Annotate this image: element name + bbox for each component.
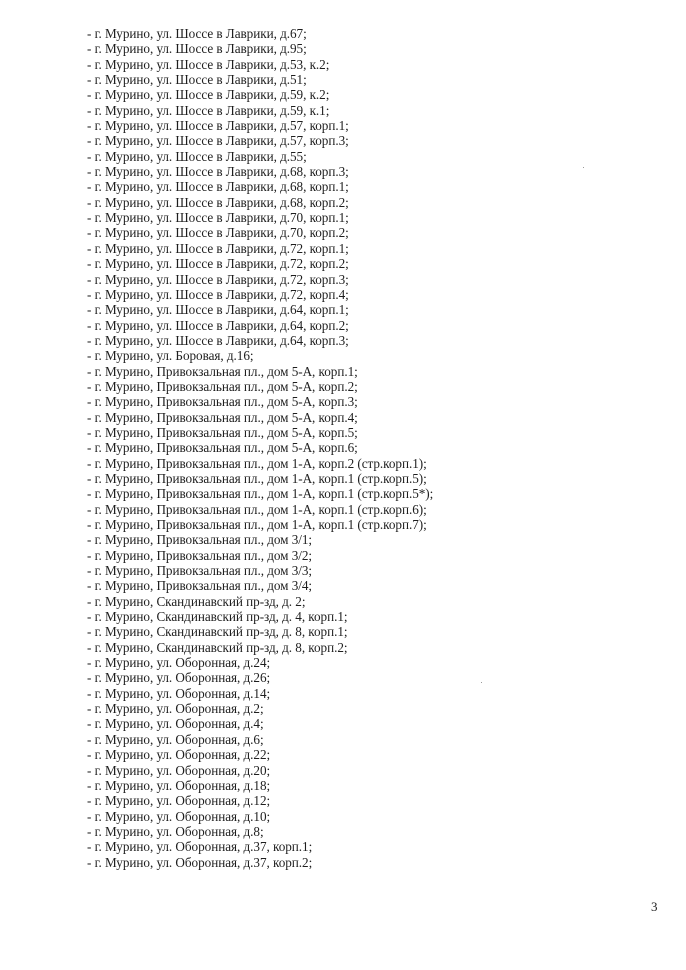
address-line: - г. Мурино, ул. Оборонная, д.6; xyxy=(87,731,264,747)
address-line: - г. Мурино, Привокзальная пл., дом 5-А, корп.2; xyxy=(87,378,358,394)
address-line: - г. Мурино, ул. Оборонная, д.10; xyxy=(87,808,271,824)
address-line: - г. Мурино, Скандинавский пр-зд, д. 8, корп.1; xyxy=(87,624,348,640)
address-line: - г. Мурино, ул. Оборонная, д.22; xyxy=(87,747,271,763)
address-line: - г. Мурино, ул. Оборонная, д.20; xyxy=(87,762,271,778)
address-line: - г. Мурино, ул. Шоссе в Лаврики, д.53, к.2; xyxy=(87,56,330,72)
address-line: - г. Мурино, Привокзальная пл., дом 3/1; xyxy=(87,532,313,548)
address-line: - г. Мурино, ул. Оборонная, д.2; xyxy=(87,701,264,717)
page-number: 3 xyxy=(651,899,658,914)
address-line: - г. Мурино, Скандинавский пр-зд, д. 4, корп.1; xyxy=(87,609,348,625)
address-line: - г. Мурино, Привокзальная пл., дом 5-А, корп.1; xyxy=(87,363,358,379)
address-line: - г. Мурино, Скандинавский пр-зд, д. 2; xyxy=(87,593,306,609)
address-line: - г. Мурино, ул. Оборонная, д.37, корп.2; xyxy=(87,854,313,870)
address-line: - г. Мурино, ул. Шоссе в Лаврики, д.64, корп.2; xyxy=(87,317,349,333)
address-line: - г. Мурино, Привокзальная пл., дом 3/2; xyxy=(87,547,313,563)
address-line: - г. Мурино, Привокзальная пл., дом 1-А, корп.2 (стр.корп.1); xyxy=(87,455,427,471)
address-line: - г. Мурино, ул. Шоссе в Лаврики, д.64, корп.1; xyxy=(87,302,349,318)
address-line: - г. Мурино, ул. Шоссе в Лаврики, д.95; xyxy=(87,41,307,57)
address-line: - г. Мурино, ул. Шоссе в Лаврики, д.68, корп.1; xyxy=(87,179,349,195)
address-line: - г. Мурино, ул. Шоссе в Лаврики, д.72, корп.2; xyxy=(87,256,349,272)
address-line: - г. Мурино, ул. Шоссе в Лаврики, д.72, корп.1; xyxy=(87,240,349,256)
address-line: - г. Мурино, Привокзальная пл., дом 5-А, корп.4; xyxy=(87,409,358,425)
address-line: - г. Мурино, ул. Шоссе в Лаврики, д.72, корп.4; xyxy=(87,286,349,302)
scan-speck xyxy=(583,167,584,168)
address-line: - г. Мурино, Привокзальная пл., дом 1-А, корп.1 (стр.корп.5*); xyxy=(87,486,434,502)
address-line: - г. Мурино, Привокзальная пл., дом 3/3; xyxy=(87,563,313,579)
address-line: - г. Мурино, ул. Оборонная, д.12; xyxy=(87,793,271,809)
address-line: - г. Мурино, ул. Оборонная, д.8; xyxy=(87,823,264,839)
address-line: - г. Мурино, ул. Шоссе в Лаврики, д.68, корп.3; xyxy=(87,164,349,180)
address-line: - г. Мурино, ул. Оборонная, д.24; xyxy=(87,655,271,671)
address-line: - г. Мурино, ул. Шоссе в Лаврики, д.59, к.2; xyxy=(87,87,330,103)
address-line: - г. Мурино, ул. Оборонная, д.14; xyxy=(87,685,271,701)
address-line: - г. Мурино, ул. Шоссе в Лаврики, д.70, корп.2; xyxy=(87,225,349,241)
address-line: - г. Мурино, ул. Шоссе в Лаврики, д.68, корп.2; xyxy=(87,194,349,210)
address-line: - г. Мурино, Привокзальная пл., дом 3/4; xyxy=(87,578,313,594)
address-line: - г. Мурино, Привокзальная пл., дом 5-А, корп.3; xyxy=(87,394,358,410)
address-line: - г. Мурино, ул. Шоссе в Лаврики, д.64, корп.3; xyxy=(87,332,349,348)
address-line: - г. Мурино, Скандинавский пр-зд, д. 8, корп.2; xyxy=(87,639,348,655)
address-line: - г. Мурино, Привокзальная пл., дом 1-А, корп.1 (стр.корп.7); xyxy=(87,517,427,532)
address-line: - г. Мурино, Привокзальная пл., дом 1-А, корп.1 (стр.корп.5); xyxy=(87,470,427,486)
address-line: - г. Мурино, ул. Шоссе в Лаврики, д.55; xyxy=(87,148,307,164)
address-line: - г. Мурино, ул. Оборонная, д.26; xyxy=(87,670,271,686)
address-line: - г. Мурино, ул. Оборонная, д.18; xyxy=(87,777,271,793)
address-line: - г. Мурино, Привокзальная пл., дом 1-А, корп.1 (стр.корп.6); xyxy=(87,501,427,517)
scan-speck xyxy=(481,682,482,683)
address-line: - г. Мурино, ул. Шоссе в Лаврики, д.51; xyxy=(87,72,307,88)
address-line: - г. Мурино, ул. Оборонная, д.37, корп.1; xyxy=(87,839,313,855)
address-line: - г. Мурино, ул. Оборонная, д.4; xyxy=(87,716,264,732)
address-list xyxy=(87,26,433,870)
address-line: - г. Мурино, ул. Шоссе в Лаврики, д.57, корп.1; xyxy=(87,118,349,134)
address-line: - г. Мурино, ул. Шоссе в Лаврики, д.72, корп.3; xyxy=(87,271,349,287)
address-line: - г. Мурино, ул. Шоссе в Лаврики, д.67; xyxy=(87,26,307,41)
address-line: - г. Мурино, ул. Боровая, д.16; xyxy=(87,348,254,364)
address-line: - г. Мурино, ул. Шоссе в Лаврики, д.59, к.1; xyxy=(87,102,330,118)
address-line: - г. Мурино, Привокзальная пл., дом 5-А, корп.5; xyxy=(87,424,358,440)
address-line: - г. Мурино, Привокзальная пл., дом 5-А, корп.6; xyxy=(87,440,358,456)
address-line: - г. Мурино, ул. Шоссе в Лаврики, д.70, корп.1; xyxy=(87,210,349,226)
address-line: - г. Мурино, ул. Шоссе в Лаврики, д.57, корп.3; xyxy=(87,133,349,149)
